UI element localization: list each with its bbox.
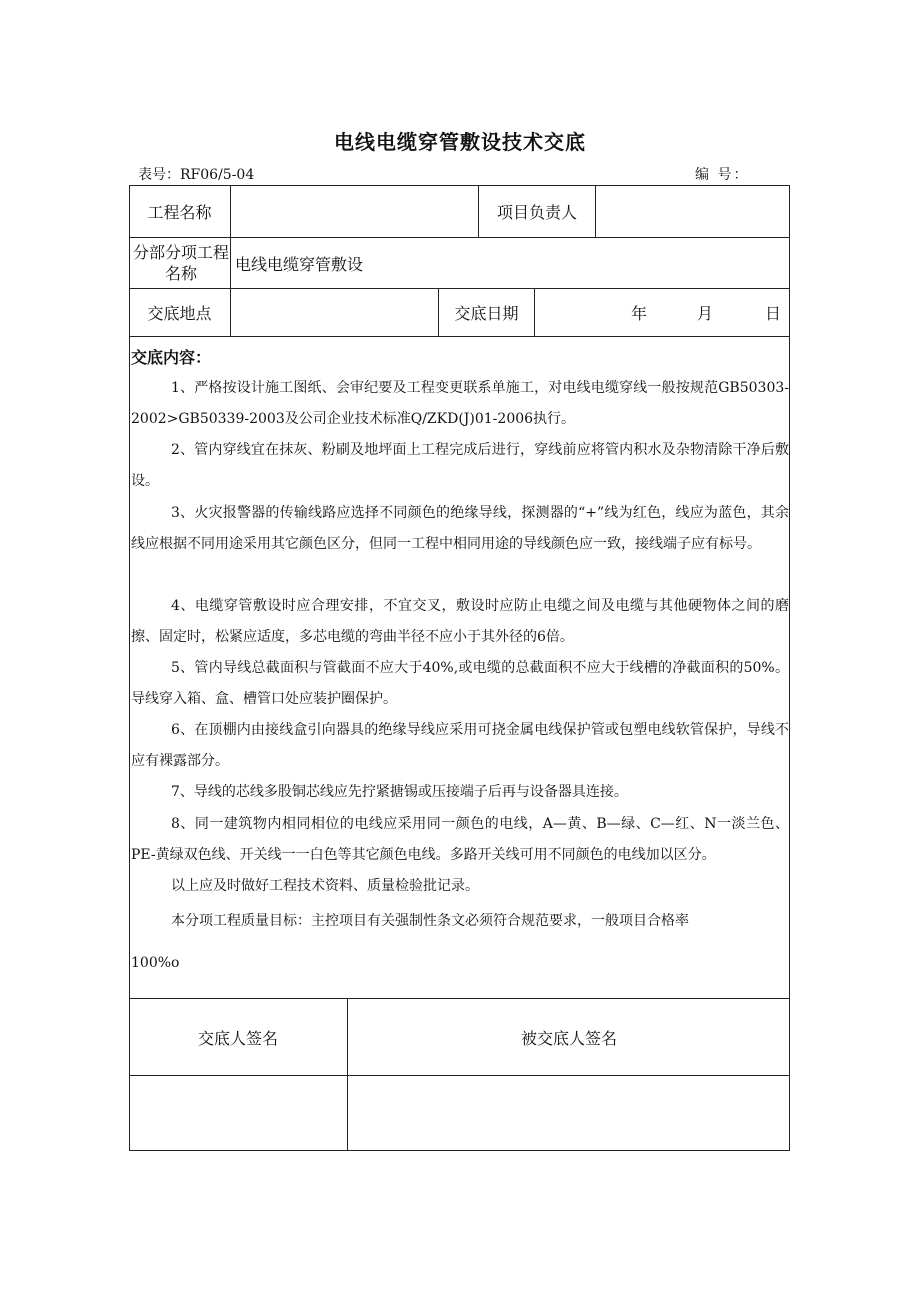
content-paragraph: 5、管内导线总截面积与管截面不应大于40%,或电缆的总截面积不应大于线槽的净截面积的50%。导线穿入箱、盒、槽管口处应装护圈保护。 <box>131 660 789 707</box>
project-name-label: 工程名称 <box>147 202 212 222</box>
handover-giver-label: 交底人签名 <box>197 1028 278 1048</box>
content-paragraph: 3、火灾报警器的传输线路应选择不同颜色的绝缘导线，探测器的“+”线为红色，线应为蓝色，其余线应根据不同用途采用其它颜色区分，但同一工程中相同用途的导线颜色应一致，接线端子应有标号。 <box>131 505 789 552</box>
content-paragraph: 4、电缆穿管敷设时应合理安排，不宜交叉，敷设时应防止电缆之间及电缆与其他硬物体之间的磨擦、固定时，松紧应适度，多芯电缆的弯曲半径不应小于其外径的6倍。 <box>131 598 789 645</box>
content-paragraph: 8、同一建筑物内相同相位的电线应采用同一颜色的电线，A—黄、B—绿、C—红、N一淡兰色、PE-黄绿双色线、开关线一一白色等其它颜色电线。多路开关线可用不同颜色的电线加以区分。 <box>131 816 789 863</box>
project-manager-label: 项目负责人 <box>496 202 577 222</box>
content-paragraph: 6、在顶棚内由接线盒引向器具的绝缘导线应采用可挠金属电线保护管或包塑电线软管保护，导线不应有裸露部分。 <box>131 722 789 769</box>
date-month-label: 月 <box>697 304 714 323</box>
handover-location-label: 交底地点 <box>147 304 212 323</box>
serial-number-label: 编 号： <box>695 167 750 183</box>
column-divider <box>534 288 535 337</box>
form-number: 表号：RF06/5-04 <box>138 167 255 183</box>
content-paragraph: 本分项工程质量目标：主控项目有关强制性条文必须符合规范要求，一般项目合格率 <box>171 913 689 929</box>
project-manager-field[interactable] <box>596 185 790 237</box>
subproject-name-field[interactable]: 电线电缆穿管敷设 <box>235 254 364 274</box>
content-paragraph: 1、严格按设计施工图纸、会审纪要及工程变更联系单施工，对电线电缆穿线一般按规范GB50303-2002>GB50339-2003及公司企业技术标准Q/ZKD(J)01-2006执行。 <box>131 380 789 427</box>
giver-signature-field[interactable] <box>129 1076 347 1151</box>
handover-date-label: 交底日期 <box>454 304 519 323</box>
handover-location-field[interactable] <box>231 289 438 336</box>
project-name-field[interactable] <box>231 185 478 237</box>
receiver-signature-field[interactable] <box>348 1076 790 1151</box>
content-heading: 交底内容： <box>131 348 212 367</box>
date-day-label: 日 <box>765 304 782 323</box>
date-year-label: 年 <box>631 304 648 323</box>
content-paragraph: 以上应及时做好工程技术资料、质量检验批记录。 <box>171 878 479 894</box>
content-tail: 100%o <box>131 955 180 971</box>
row-divider <box>129 336 790 337</box>
content-paragraph: 7、导线的芯线多股铜芯线应先拧紧搪锡或压接端子后再与设备器具连接。 <box>171 784 628 800</box>
content-paragraph: 2、管内穿线宜在抹灰、粉刷及地坪面上工程完成后进行，穿线前应将管内积水及杂物清除干净后敷设。 <box>131 442 789 489</box>
subproject-name-label: 分部分项工程名称 <box>133 243 230 283</box>
document-title: 电线电缆穿管敷设技术交底 <box>334 130 586 154</box>
handover-receiver-label: 被交底人签名 <box>520 1028 617 1048</box>
